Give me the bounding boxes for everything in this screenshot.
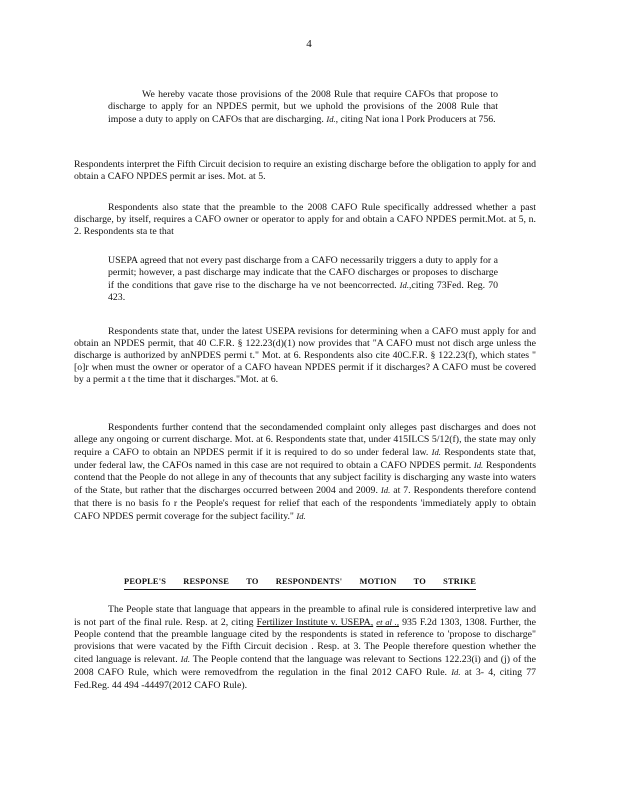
paragraph-segment: at 7. Respondents therefore contend that there is no basis fo r the People's request for relief that each of the respondents 'immediately apply to obtain CAFO NPDES permit coverage for the subject facility."	[74, 485, 537, 522]
paragraph-segment: 935 F.2d 1303, 1308. Further, the People contend that the preamble language cited by the respondents is stated in reference to 'propose to discharge" provisions that were vacated by the Fifth Circuit decision . Resp. at 3. The People therefore question whether the cited language is relevant.	[74, 617, 536, 666]
heading-word: PEOPLE'S	[124, 577, 167, 586]
id-citation: Id.	[326, 114, 336, 125]
paragraph-segment: The People contend that the language was relevant to Sections 122.23(i) and (j) of the 2008 CAFO Rule, which were removedfrom the regulation in the final 2012 CAFO Rule.	[74, 654, 537, 679]
paragraph-segment: Respondents contend that the People do not allege in any of thecounts that any subject facility is discharging any waste into waters of the State, but rather that the discharges occurred between 2004 and 2009.	[74, 460, 537, 497]
paragraph-past-discharges	[74, 422, 536, 523]
paragraph-segment: Respondents further contend that the secondamended complaint only alleges past discharges and does not allege any ongoing or current discharge. Mot. at 6. Respondents state that, under 415ILCS 5/12(f), the state may only require a CAFO to obtain an NPDES permit if it is required to do so under federal law.	[74, 422, 536, 459]
paragraph-usepa-revisions: Respondents state that, under the latest USEPA revisions for determining when a CAFO must apply for and obtain an NPDES permit, that 40 C.F.R. § 122.23(d)(1) now provides that "A CAFO must not disch arge unless the discharge is authorized by anNPDES permi t." Mot. at 6. Respondents also cite 40C.F.R. § 122.23(f), which states "[o]r when must the owner or operator of a CAFO havean NPDES permit if it discharges? A CAFO must be covered by a permit a t the time that it discharges."Mot. at 6.	[74, 326, 536, 386]
heading-word: TO	[246, 577, 259, 586]
id-citation: Id.	[473, 460, 484, 471]
case-citation-etal: et al .,	[376, 617, 399, 628]
id-citation: Id.	[399, 280, 409, 291]
page-number: 4	[306, 38, 312, 50]
heading-word: MOTION	[359, 577, 397, 586]
heading-word: TO	[413, 577, 426, 586]
id-citation: Id.	[431, 447, 441, 458]
case-citation: Fertilizer Institute v. USEPA,	[256, 617, 374, 629]
block-quote-tail: , citing Nat iona l Pork Producers at 756.	[335, 114, 496, 126]
paragraph-segment: at 3- 4, citing 77 Fed.Reg. 44 494 -44497(2012 CAFO Rule).	[74, 667, 537, 691]
id-citation: Id.	[296, 510, 306, 521]
block-quote-vacate	[108, 89, 498, 126]
id-citation: Id.	[380, 485, 391, 496]
block-quote-text: We hereby vacate those provisions of the 2008 Rule that require CAFOs that propose to discharge to apply for an NPDES permit, but we uphold the provisions of the 2008 Rule that impose a duty to apply on CAFOs that are discharging.	[108, 89, 498, 126]
paragraph-preamble: Respondents also state that the preamble to the 2008 CAFO Rule specifically addressed whether a past discharge, by itself, requires a CAFO owner or operator to apply for and obtain a CAFO NPDES permit.Mot. at 5, n. 2. Respondents sta te that	[74, 202, 536, 238]
heading-word: STRIKE	[443, 577, 476, 586]
paragraph-segment: Respondents state that, under federal law, the CAFOs named in this case are not required to obtain a CAFO NPDES permit.	[74, 447, 536, 472]
paragraph-peoples-response	[74, 604, 536, 692]
id-citation: Id.	[451, 667, 461, 678]
heading-word: RESPONDENTS'	[275, 577, 343, 586]
block-quote-tail: ,citing 73Fed. Reg. 70 423.	[108, 280, 498, 304]
id-citation: Id.	[180, 654, 190, 665]
paragraph-interpretation: Respondents interpret the Fifth Circuit decision to require an existing discharge before the obligation to apply for and obtain a CAFO NPDES permit ar ises. Mot. at 5.	[74, 159, 536, 183]
block-quote-usepa	[108, 255, 498, 304]
paragraph-segment: The People state that language that appears in the preamble to afinal rule is considered interpretive law and is not part of the final rule. Resp. at 2, citing	[74, 604, 536, 629]
heading-word: RESPONSE	[183, 577, 230, 586]
section-heading	[124, 576, 476, 590]
block-quote-text: USEPA agreed that not every past discharge from a CAFO necessarily triggers a duty to apply for a permit; however, a past discharge may indicate that the CAFO discharges or proposes to discharge if the conditions that gave rise to the discharge ha ve not beencorrected.	[108, 255, 498, 292]
